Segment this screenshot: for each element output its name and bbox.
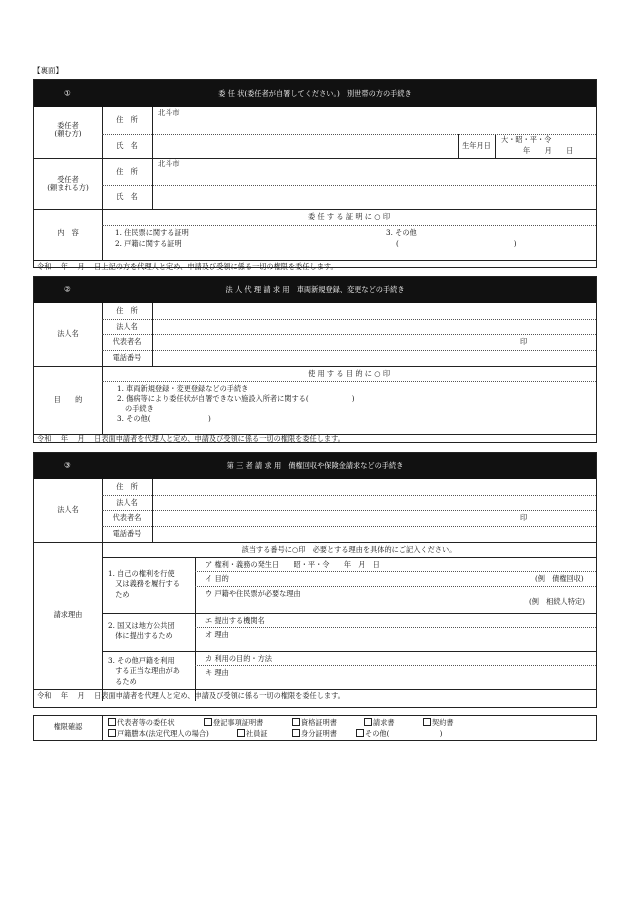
reason-header: 該当する番号に○印 必要とする理由を具体的にご記入ください。 [241,545,457,554]
delegate-city: 北斗市 [158,159,180,168]
checkbox-icon [364,718,372,726]
section-3-header [34,453,596,479]
reason-group-2: 2. 国又は地方公共団 体に提出するため [108,621,175,641]
reason-group-1: 1. 自己の権利を行使 又は義務を履行する ため [108,569,180,599]
section-2-title: 法 人 代 理 請 求 用 車両新規登録、変更などの手続き [225,284,405,294]
auth-check-id-cert[interactable]: 身分証明書 [292,729,337,738]
s3-rep-label: 代表者名 [112,513,142,522]
purpose-2-cont: の手続き [125,404,154,413]
auth-check-other[interactable]: その他( ) [356,729,442,738]
reason-u-example: (例 相続人特定) [529,597,585,606]
s3-address-label: 住 所 [116,482,138,491]
birth-era-options: 大・昭・平・令 [501,135,552,144]
auth-check-registry-cert[interactable]: 登記事項証明書 [204,718,263,727]
checkbox-icon [204,718,212,726]
delegate-label: 受任者 (頼まれる方) [47,175,89,193]
section-1-number: ① [64,88,71,98]
s2-corpname-label: 法人名 [116,322,138,331]
section-3-third-party [33,452,597,708]
section-2-number: ② [64,284,71,294]
section-3-number: ③ [64,460,71,470]
checkbox-icon [356,729,364,737]
auth-check-contract[interactable]: 契約書 [423,718,454,727]
authority-check-label: 権限確認 [53,722,83,731]
purpose-3: 3. その他( ) [117,414,211,423]
auth-check-employee-id[interactable]: 社員証 [237,729,268,738]
delegate-address-label: 住 所 [116,167,138,176]
birthdate-label: 生年月日 [462,141,491,150]
section-3-footer: 令和 年 月 日表面申請者を代理人と定め、申請及び受領に係る一切の権限を委任します。 [37,691,345,700]
reason-u: ウ 戸籍や住民票が必要な理由 [205,589,301,598]
delegator-label: 委任者 (頼む方) [54,121,82,139]
s2-address-label: 住 所 [116,306,138,315]
section-3-title: 第 三 者 請 求 用 債権回収や保険金請求などの手続き [226,460,404,470]
reason-i: イ 目的 [205,574,229,583]
s2-rep-label: 代表者名 [112,337,142,346]
content-label: 内 容 [57,228,79,237]
authority-check [33,715,597,741]
checkbox-icon [292,729,300,737]
content-item-2: 2. 戸籍に関する証明 [115,239,182,248]
s2-corp-label: 法人名 [57,329,79,338]
checkbox-icon [237,729,245,737]
checkbox-icon [423,718,431,726]
content-header: 委 任 す る 証 明 に ○ 印 [307,212,391,221]
reason-ka: カ 利用の目的・方法 [205,654,272,663]
delegator-name-label: 氏 名 [116,141,138,150]
reason-group-3: 3. その他戸籍を利用 する正当な理由があ るため [108,656,180,686]
content-item-3-blank: ( ) [396,239,517,248]
section-1-title: 委 任 状(委任者が自署してください。) 別世帯の方の手続き [218,88,412,98]
purpose-header: 使 用 す る 目 的 に ○ 印 [307,369,391,378]
section-2-corporate-agent [33,276,597,443]
delegator-city: 北斗市 [158,108,180,117]
checkbox-icon [292,718,300,726]
section-2-footer: 令和 年 月 日表面申請者を代理人と定め、申請及び受領に係る一切の権限を委任します。 [37,434,345,443]
auth-check-qualification-cert[interactable]: 資格証明書 [292,718,337,727]
purpose-2: 2. 傷病等により委任状が自署できない施設入所者に関する( ) [117,394,355,403]
section-2-header [34,277,596,303]
reason-a: ア 権利・義務の発生日 昭・平・令 年 月 日 [205,560,380,569]
s3-corpname-label: 法人名 [116,498,138,507]
s3-tel-label: 電話番号 [112,529,142,538]
reason-label: 請求理由 [53,610,83,619]
s2-tel-label: 電話番号 [112,353,142,362]
auth-check-family-register[interactable]: 戸籍謄本(法定代理人の場合) [108,729,209,738]
reason-i-example: (例 債権回収) [535,574,584,583]
s2-seal: 印 [520,337,528,346]
reason-o: オ 理由 [205,630,229,639]
reason-e: エ 提出する機関名 [205,616,265,625]
s3-seal: 印 [520,513,528,522]
purpose-1: 1. 車両新規登録・変更登録などの手続き [117,384,249,393]
page-label: 【裏面】 [33,66,63,75]
purpose-label: 目 的 [53,395,83,404]
birth-ymd: 年 月 日 [523,146,574,155]
auth-check-invoice[interactable]: 請求書 [364,718,395,727]
content-item-3: 3. その他 [386,228,417,237]
delegate-name-label: 氏 名 [116,192,138,201]
checkbox-icon [108,729,116,737]
checkbox-icon [108,718,116,726]
auth-check-proxy-letter[interactable]: 代表者等の委任状 [108,718,175,727]
section-1-footer: 令和 年 月 日上記の方を代理人と定め、申請及び受領に係る一切の権限を委任します。 [37,262,338,271]
section-1-power-of-attorney [33,79,597,271]
section-1-header [34,80,596,107]
s3-corp-label: 法人名 [57,505,79,514]
content-item-1: 1. 住民票に関する証明 [115,228,189,237]
delegator-address-label: 住 所 [116,115,138,124]
reason-ki: キ 理由 [205,668,229,677]
